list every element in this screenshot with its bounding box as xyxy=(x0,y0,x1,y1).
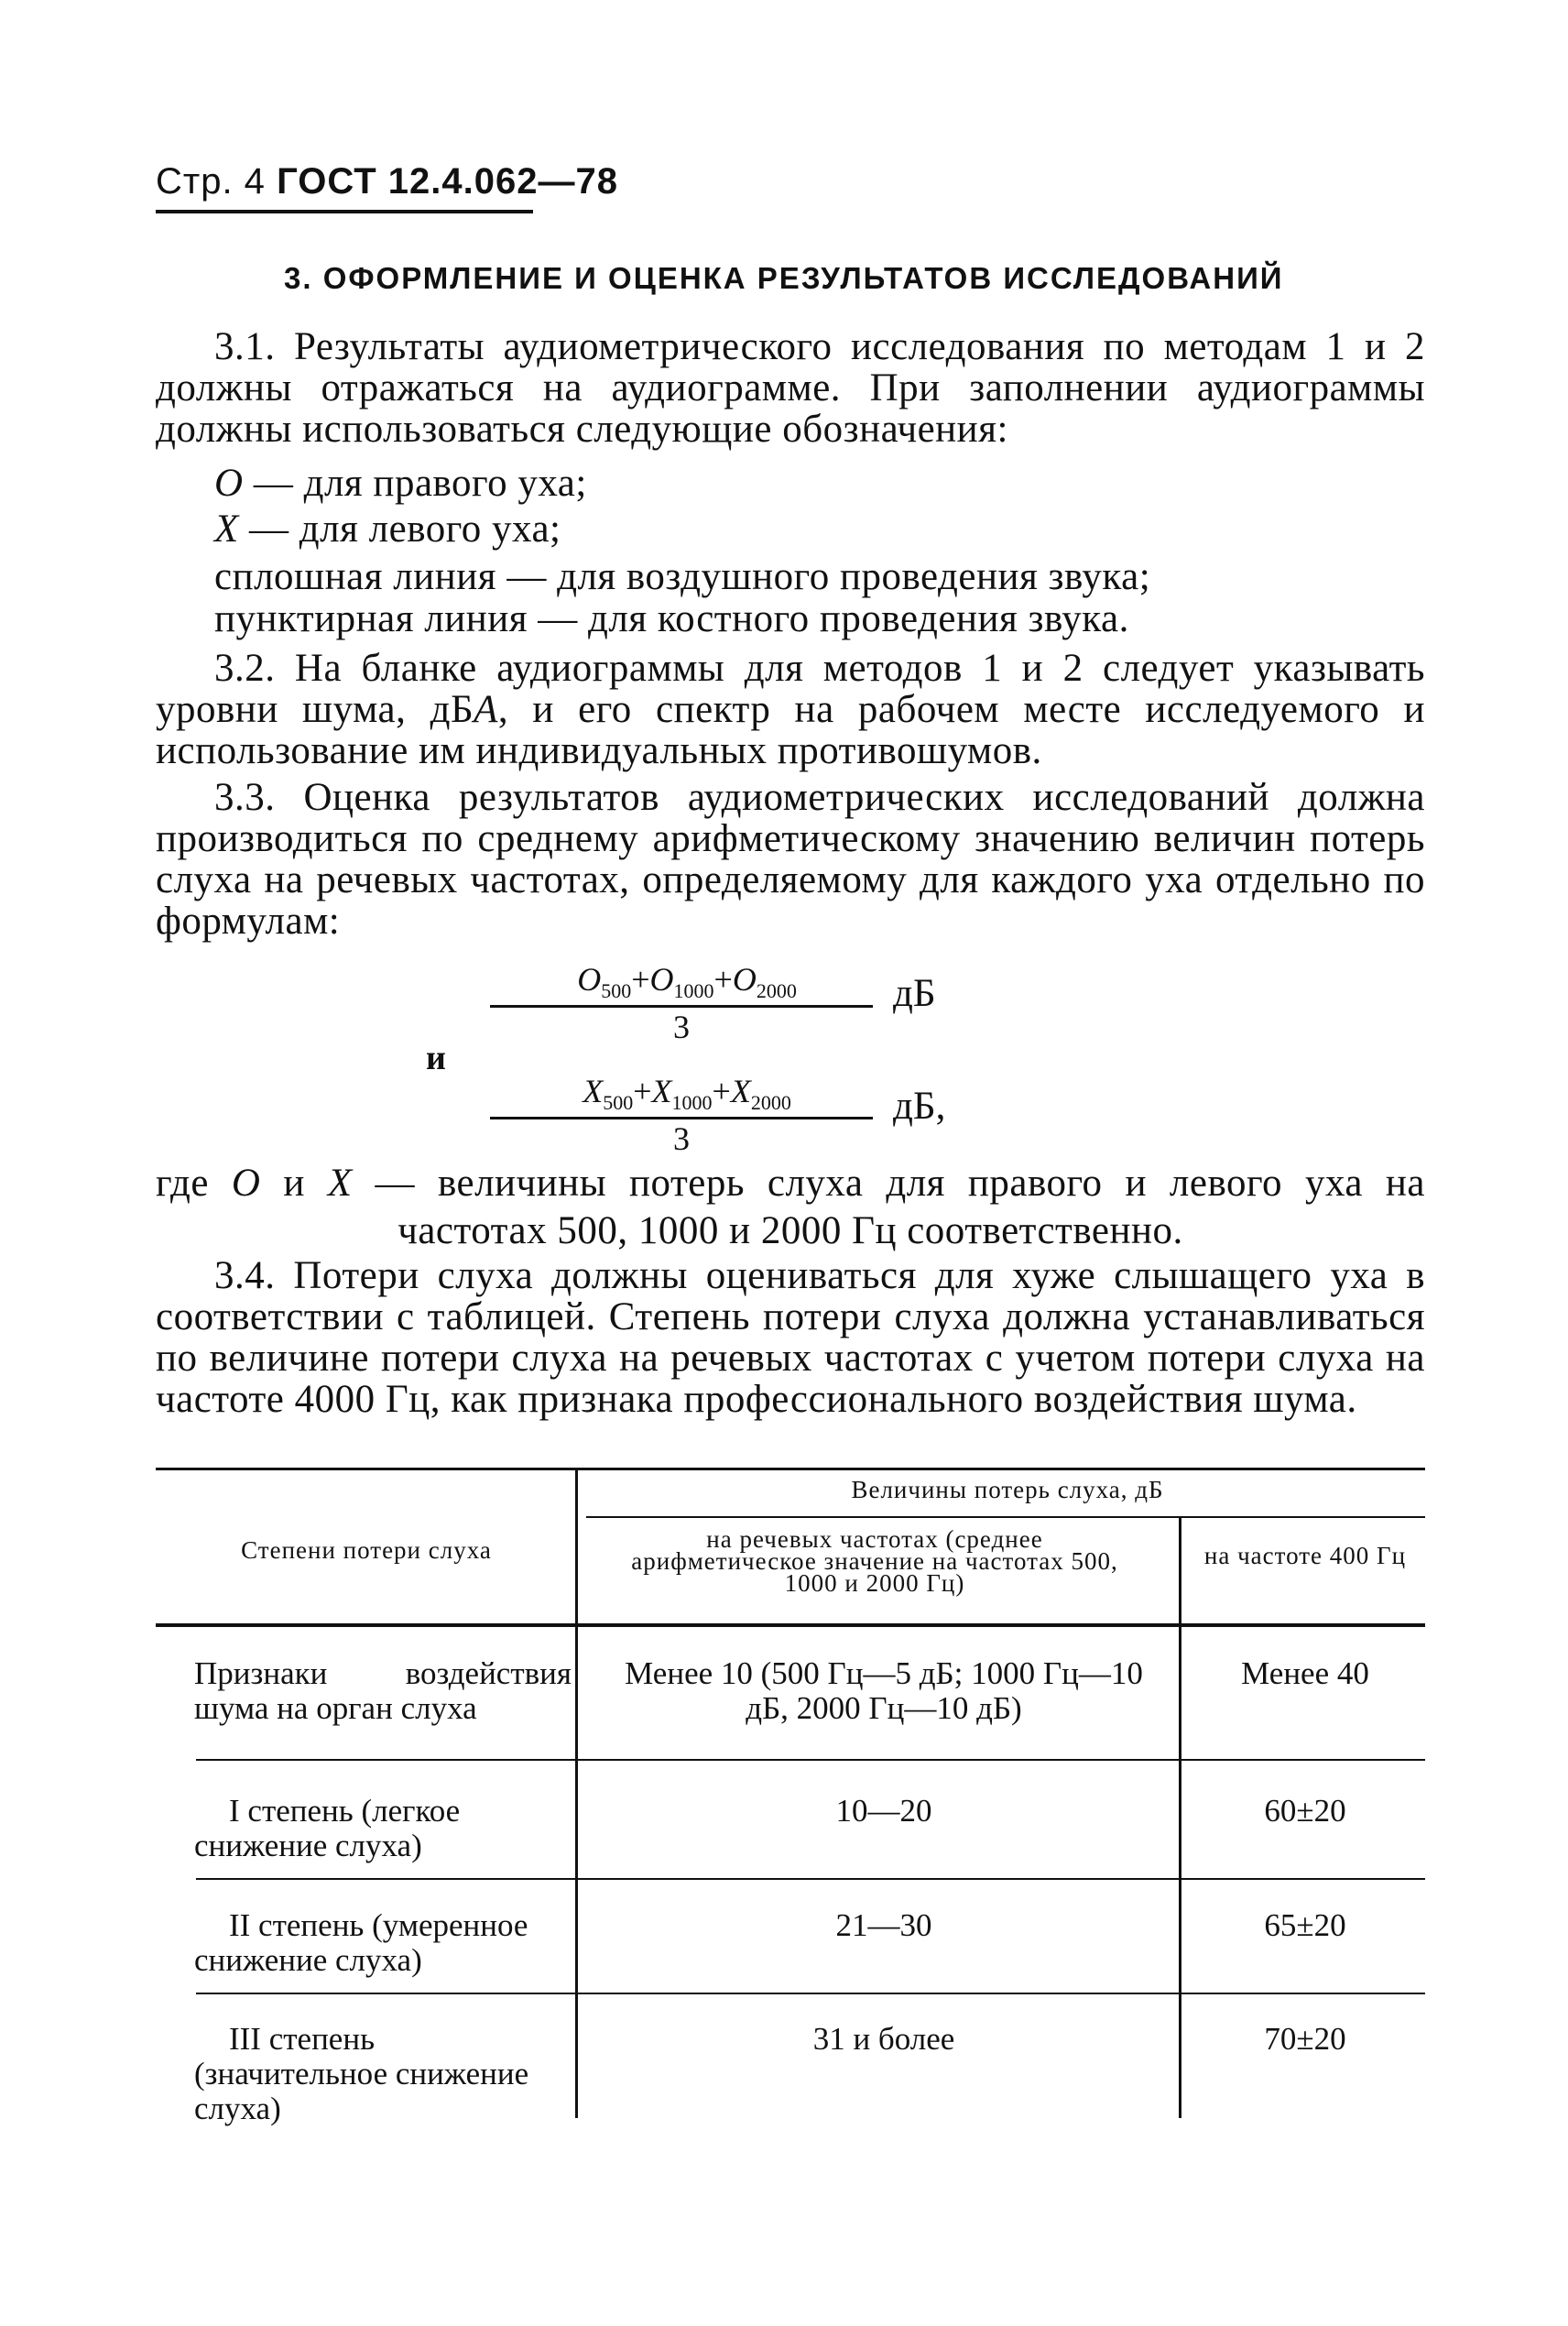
table-row-4-speech: 31 и более xyxy=(812,2021,955,2057)
formula-2-numerator: $X_{500}+X_{1000}+X_{2000}$ xyxy=(583,1073,791,1115)
table-row-rule-1 xyxy=(196,1759,1425,1761)
table-header-degree: Степени потери слуха xyxy=(241,1536,492,1564)
paragraph-3-4: 3.4. Потери слуха должны оцениваться для хуже слышащего уха в соответствии с таблицей. Степень потери слуха должна устанавливаться по величине потери слуха на речевых частотах с учетом потери слуха на частоте 4000 Гц, как признака профессионального воздействия шума. xyxy=(156,1254,1425,1421)
legend-left-ear-text: — для левого уха; xyxy=(238,508,561,551)
table-col-divider-1 xyxy=(575,1469,578,2118)
paragraph-3-2-before: 3.2. На бланке аудиограммы для методов 1 и 2 следует указывать уровни шума, дБ xyxy=(156,647,1425,731)
paragraph-3-1: 3.1. Результаты аудиометрического исследования по методам 1 и 2 должны отражаться на аудиограмме. При заполнении аудиограммы должны использоваться следующие обозначения: xyxy=(156,325,1425,451)
table-row-4-degree: III степень (значительное снижение слуха) xyxy=(194,2021,529,2126)
legend-solid-line: сплошная линия — для воздушного проведения звука; xyxy=(214,555,1151,598)
page-header xyxy=(156,161,618,202)
formula-2-denominator: 3 xyxy=(673,1120,690,1157)
table-row-3-degree: II степень (умеренное снижение слуха) xyxy=(194,1907,528,1978)
table-header-group: Величины потерь слуха, дБ xyxy=(851,1476,1164,1503)
symbol-x: Х xyxy=(214,508,239,551)
paragraph-3-2-italic: А xyxy=(474,688,498,731)
symbol-o: О xyxy=(214,462,244,505)
table-row-1-degree: Признаки воздействия шума на орган слуха xyxy=(194,1655,572,1726)
table-row-rule-2 xyxy=(196,1878,1425,1880)
table-row-4-4000: 70±20 xyxy=(1264,2021,1346,2057)
table-row-3-speech: 21—30 xyxy=(835,1907,932,1943)
formula-explanation: где О и Х — величины потерь слуха для правого и левого уха на частотах 500, 1000 и 2000 Гц соответственно. xyxy=(156,1162,1425,1252)
table-row-2-speech: 10—20 xyxy=(835,1793,932,1829)
table-row-2-degree: I степень (легкое снижение слуха) xyxy=(194,1793,461,1863)
table-header-rule xyxy=(156,1623,1425,1627)
legend-dotted-line: пунктирная линия — для костного проведения звука. xyxy=(214,597,1129,640)
section-title: 3. ОФОРМЛЕНИЕ И ОЦЕНКА РЕЗУЛЬТАТОВ ИССЛЕДОВАНИЙ xyxy=(284,261,1284,295)
legend-left-ear xyxy=(214,507,561,551)
table-header-speech: на речевых частотах (среднее арифметическое значение на частотах 500, 1000 и 2000 Гц) xyxy=(631,1525,1118,1597)
header-rule xyxy=(156,210,533,213)
formula-2-unit: дБ, xyxy=(893,1085,946,1128)
table-row-1-4000: Менее 40 xyxy=(1241,1655,1369,1691)
formula-conjunction: и xyxy=(426,1039,446,1077)
legend-right-ear xyxy=(214,461,587,506)
formula-explanation-line2: частотах 500, 1000 и 2000 Гц соответственно. xyxy=(397,1209,1183,1252)
table-row-3-4000: 65±20 xyxy=(1264,1907,1346,1943)
legend-right-ear-text: — для правого уха; xyxy=(243,462,587,505)
formula-1-unit: дБ xyxy=(893,972,936,1015)
paragraph-3-3: 3.3. Оценка результатов аудиометрических исследований должна производиться по среднему арифметическому значению величин потерь слуха на речевых частотах, определяемому для каждого уха отдельно по формулам: xyxy=(156,776,1425,943)
table-row-2-4000: 60±20 xyxy=(1264,1793,1346,1829)
page-number: Стр. 4 xyxy=(156,161,266,202)
table-top-rule xyxy=(156,1468,1425,1470)
table-col-divider-2 xyxy=(1179,1518,1181,2118)
table-header-4000: на частоте 400 Гц xyxy=(1203,1542,1407,1569)
table-group-rule xyxy=(586,1516,1425,1518)
paragraph-3-2-after: , и его спектр на рабочем месте исследуемого и использование им индивидуальных противошумов. xyxy=(156,688,1425,772)
table-row-1-speech: Менее 10 (500 Гц—5 дБ; 1000 Гц—10 дБ, 2000 Гц—10 дБ) xyxy=(625,1655,1143,1726)
formula-1-numerator: $O_{500}+O_{1000}+O_{2000}$ xyxy=(577,961,797,1003)
standard-number: ГОСТ 12.4.062—78 xyxy=(277,161,618,202)
formula-1-denominator: 3 xyxy=(673,1009,690,1045)
paragraph-3-2 xyxy=(156,648,1425,771)
table-row-rule-3 xyxy=(196,1993,1425,1994)
